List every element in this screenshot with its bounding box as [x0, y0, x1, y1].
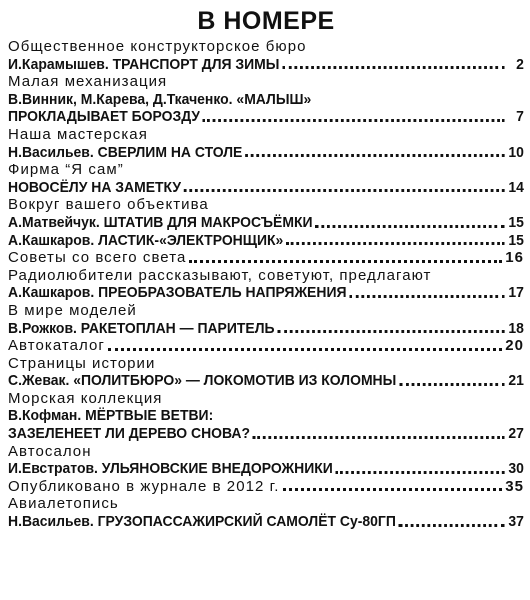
- page-number: 2: [516, 55, 524, 73]
- toc-entry[interactable]: [8, 513, 524, 531]
- toc-entry[interactable]: [8, 372, 524, 390]
- dot-leader: [286, 239, 504, 245]
- entry-title: ЗАЗЕЛЕНЕЕТ ЛИ ДЕРЕВО СНОВА?: [8, 425, 251, 443]
- page-number: 15: [508, 213, 524, 231]
- page-number: 35: [505, 477, 524, 495]
- dot-leader: [336, 468, 505, 474]
- dot-leader: [184, 186, 504, 192]
- toc-entry[interactable]: [8, 56, 524, 74]
- entry-title: С.Жевак. «ПОЛИТБЮРО» — ЛОКОМОТИВ ИЗ КОЛОМНЫ: [8, 372, 397, 390]
- page-number: 37: [508, 513, 524, 531]
- section-heading: Автокаталог: [8, 337, 105, 355]
- entry-title: Н.Васильев. СВЕРЛИМ НА СТОЛЕ: [8, 143, 243, 161]
- page-number: 10: [508, 143, 524, 161]
- page-number: 21: [508, 372, 524, 390]
- section-heading: Фирма “Я сам”: [8, 161, 124, 179]
- page-number: 20: [505, 337, 524, 355]
- toc-entry[interactable]: [8, 425, 524, 443]
- section-heading: Наша мастерская: [8, 125, 148, 143]
- section-heading: Радиолюбители рассказывают, советуют, предлагают: [8, 266, 432, 284]
- page-number: 7: [516, 108, 524, 126]
- dot-leader: [349, 292, 504, 298]
- section-heading: Малая механизация: [8, 73, 168, 91]
- dot-leader: [189, 257, 502, 263]
- toc-entry[interactable]: [8, 249, 524, 267]
- entry-title: И.Карамышев. ТРАНСПОРТ ДЛЯ ЗИМЫ: [8, 55, 280, 73]
- entry-title: В.Рожков. РАКЕТОПЛАН — ПАРИТЕЛЬ: [8, 319, 275, 337]
- toc-entry[interactable]: [8, 478, 524, 496]
- entry-title: НОВОСЁЛУ НА ЗАМЕТКУ: [8, 178, 182, 196]
- toc-entry[interactable]: [8, 460, 524, 478]
- entry-title: А.Кашкаров. ЛАСТИК-«ЭЛЕКТРОНЩИК»: [8, 231, 284, 249]
- page-number: 16: [505, 249, 524, 267]
- section-heading: Страницы истории: [8, 354, 156, 372]
- dot-leader: [283, 485, 503, 491]
- page-number: 18: [508, 319, 524, 337]
- dot-leader: [253, 433, 505, 439]
- toc-entry[interactable]: [8, 214, 524, 232]
- page-number: 27: [508, 425, 524, 443]
- section-heading: В мире моделей: [8, 301, 137, 319]
- dot-leader: [245, 151, 504, 157]
- page-number: 30: [508, 460, 524, 478]
- toc-entry[interactable]: [8, 232, 524, 250]
- dot-leader: [399, 380, 504, 386]
- section-heading: Опубликовано в журнале в 2012 г.: [8, 477, 280, 495]
- entry-title: А.Кашкаров. ПРЕОБРАЗОВАТЕЛЬ НАПРЯЖЕНИЯ: [8, 284, 347, 302]
- toc-entry[interactable]: [8, 108, 524, 126]
- toc-entry[interactable]: [8, 320, 524, 338]
- entry-title: Н.Васильев. ГРУЗОПАССАЖИРСКИЙ САМОЛЁТ Су-80ГП: [8, 513, 396, 531]
- section-heading: Морская коллекция: [8, 389, 163, 407]
- section-heading: Общественное конструкторское бюро: [8, 38, 307, 55]
- section-heading: Вокруг вашего объектива: [8, 196, 209, 214]
- entry-title: И.Евстратов. УЛЬЯНОВСКИЕ ВНЕДОРОЖНИКИ: [8, 460, 333, 478]
- page-number: 14: [508, 178, 524, 196]
- toc-entry[interactable]: [8, 144, 524, 162]
- toc-entry[interactable]: [8, 337, 524, 355]
- page-number: 17: [508, 284, 524, 302]
- dot-leader: [282, 63, 504, 69]
- entry-title-line: В.Винник, М.Карева, Д.Ткаченко. «МАЛЫШ»: [8, 90, 312, 108]
- toc-entry[interactable]: [8, 179, 524, 197]
- entry-title: А.Матвейчук. ШТАТИВ ДЛЯ МАКРОСЪЁМКИ: [8, 213, 313, 231]
- dot-leader: [399, 521, 505, 527]
- section-heading: Авиалетопись: [8, 495, 119, 513]
- dot-leader: [203, 116, 505, 122]
- page-number: 15: [508, 231, 524, 249]
- section-heading: Советы со всего света: [8, 249, 187, 267]
- entry-title-line: В.Кофман. МЁРТВЫЕ ВЕТВИ:: [8, 407, 214, 425]
- toc-entry[interactable]: [8, 284, 524, 302]
- dot-leader: [277, 327, 504, 333]
- table-of-contents: [8, 38, 524, 531]
- dot-leader: [108, 345, 502, 351]
- dot-leader: [315, 222, 504, 228]
- entry-title: ПРОКЛАДЫВАЕТ БОРОЗДУ: [8, 108, 201, 126]
- page-title: В НОМЕРЕ: [197, 7, 335, 35]
- section-heading: Автосалон: [8, 442, 92, 460]
